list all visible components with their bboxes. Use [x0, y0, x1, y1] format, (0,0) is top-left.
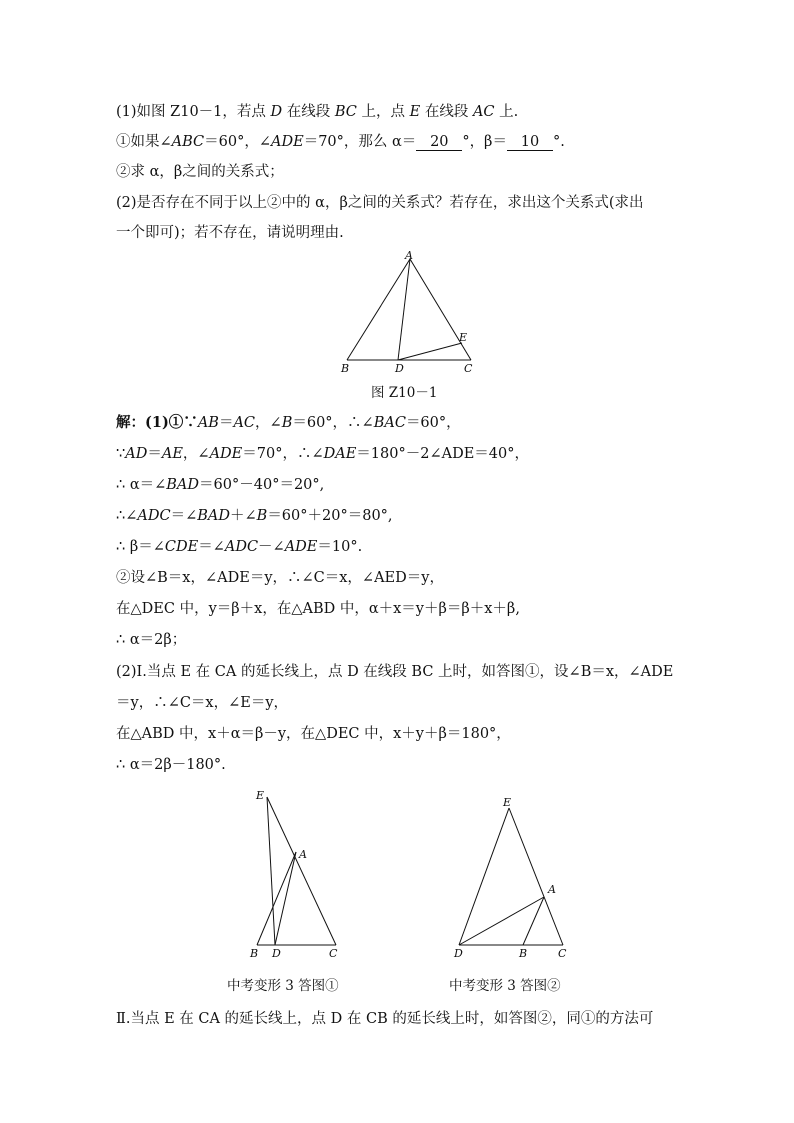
solution-line-4: ∴∠ADC＝∠BAD＋∠B＝60°＋20°＝80°,: [116, 508, 393, 524]
label-B: B: [341, 362, 350, 375]
alpha-answer-blank: 20: [416, 135, 462, 151]
label-E: E: [459, 331, 468, 344]
solution-line-9: (2)Ⅰ.当点 E 在 CA 的延长线上，点 D 在线段 BC 上时，如答图①，设∠B＝x，∠ADE: [116, 664, 674, 680]
part2-line1: (2)是否存在不同于以上②中的 α，β之间的关系式？若存在，求出这个关系式(求出: [116, 195, 644, 211]
label-A: A: [548, 883, 556, 896]
solution-line-2: ∵AD＝AE，∠ADE＝70°，∴∠DAE＝180°－2∠ADE＝40°，: [116, 446, 529, 462]
part1-heading: (1)如图 Z10－1，若点 D 在线段 BC 上，点 E 在线段 AC 上.: [116, 104, 519, 120]
answer-figure-2-caption: 中考变形 3 答图②: [449, 978, 561, 994]
label-C: C: [329, 947, 338, 960]
beta-answer-blank: 10: [507, 135, 553, 151]
label-B: B: [250, 947, 259, 960]
solution-line-7: 在△DEC 中，y＝β＋x，在△ABD 中，α＋x＝y＋β＝β＋x＋β,: [116, 601, 520, 617]
answer-figure-1-caption: 中考变形 3 答图①: [227, 978, 339, 994]
answer-figure-2: [445, 790, 585, 960]
label-E: E: [503, 796, 512, 809]
solution-line-12: ∴ α＝2β－180°.: [116, 757, 226, 773]
solution-line-10: ＝y，∴∠C＝x，∠E＝y，: [116, 695, 289, 711]
label-D: D: [395, 362, 404, 375]
label-E: E: [256, 789, 265, 802]
answer-figure-1: [240, 785, 360, 960]
solution-line-6: ②设∠B＝x，∠ADE＝y，∴∠C＝x，∠AED＝y，: [116, 570, 444, 586]
label-D: D: [454, 947, 463, 960]
figure-z10-1-caption: 图 Z10－1: [371, 385, 438, 401]
solution-line-11: 在△ABD 中，x＋α＝β－y，在△DEC 中，x＋y＋β＝180°，: [116, 726, 511, 742]
question-1: ①如果∠ABC＝60°，∠ADE＝70°，那么 α＝ 20 °，β＝ 10 °.: [116, 134, 565, 150]
label-A: A: [405, 249, 413, 262]
label-A: A: [299, 848, 307, 861]
solution-line-3: ∴ α＝∠BAD＝60°－40°＝20°,: [116, 477, 325, 493]
label-C: C: [558, 947, 567, 960]
solution-line-1: 解：(1)①∵AB＝AC，∠B＝60°，∴∠BAC＝60°，: [116, 414, 461, 431]
figure-z10-1: [335, 250, 480, 375]
label-C: C: [464, 362, 473, 375]
question-2: ②求 α，β之间的关系式；: [116, 164, 284, 180]
solution-line-13: Ⅱ.当点 E 在 CA 的延长线上，点 D 在 CB 的延长线上时，如答图②，同①的方法可: [116, 1011, 654, 1027]
label-D: D: [272, 947, 281, 960]
solution-line-5: ∴ β＝∠CDE＝∠ADC－∠ADE＝10°.: [116, 539, 363, 555]
solution-line-8: ∴ α＝2β；: [116, 632, 187, 648]
part2-line2: 一个即可)；若不存在，请说明理由.: [116, 225, 344, 241]
label-B: B: [519, 947, 528, 960]
